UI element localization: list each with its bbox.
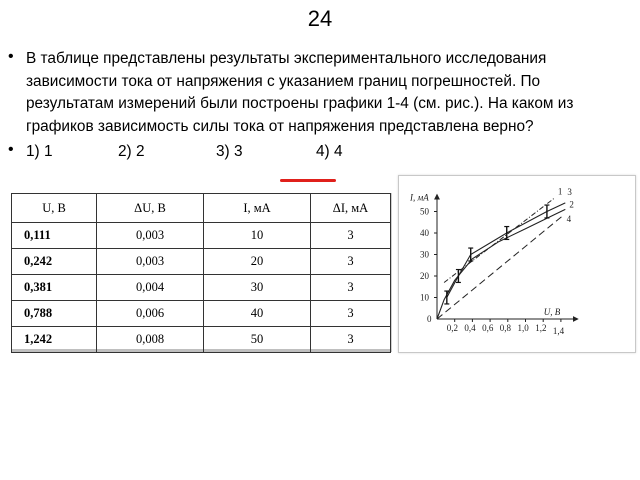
series-label-4: 4: [566, 213, 572, 224]
y-tick-label: 50: [420, 206, 429, 217]
cell-u: 0,242: [12, 249, 97, 275]
series-label-1: 1: [557, 186, 563, 197]
series-label-3: 3: [567, 186, 572, 197]
cell-u: 1,242: [12, 327, 97, 353]
cell-delta-i: 3: [311, 327, 391, 353]
cell-delta-i: 3: [311, 275, 391, 301]
cell-i: 50: [204, 327, 311, 353]
current-voltage-graph: [399, 176, 635, 352]
x-tick-label: 0,2: [446, 323, 458, 333]
x-tick-label: 0,4: [464, 323, 476, 333]
table-header-row: [12, 194, 391, 223]
bullet-list: [0, 48, 640, 163]
x-tick-label: 1,2: [535, 323, 547, 333]
answer-underline-mark: [280, 179, 336, 182]
table-row: [12, 327, 391, 353]
measurement-table-frame: [11, 193, 392, 352]
header-delta-i: ΔI, мА: [311, 194, 391, 223]
table-row: [12, 275, 391, 301]
y-tick-label: 10: [420, 292, 429, 303]
y-axis-label: I, мА: [410, 192, 429, 203]
cell-delta-i: 3: [311, 223, 391, 249]
cell-delta-i: 3: [311, 301, 391, 327]
answer-options: [26, 141, 640, 163]
table-row: [12, 301, 391, 327]
header-i: I, мА: [204, 194, 311, 223]
y-tick-label: 20: [420, 271, 429, 281]
cell-u: 0,381: [12, 275, 97, 301]
series-line-4: [437, 216, 563, 319]
cell-u: 0,788: [12, 301, 97, 327]
cell-i: 10: [204, 223, 311, 249]
header-delta-u: ΔU, В: [97, 194, 204, 223]
graph-panel: [398, 175, 636, 353]
x-axis-label: U, В: [543, 307, 561, 317]
cell-i: 20: [204, 249, 311, 275]
table-row: [12, 223, 391, 249]
cell-delta-u: 0,008: [97, 327, 204, 353]
answer-option-4[interactable]: 4) 4: [316, 143, 343, 160]
cell-delta-u: 0,003: [97, 223, 204, 249]
x-tick-label: 1,0: [517, 323, 529, 333]
cell-delta-u: 0,004: [97, 275, 204, 301]
answer-option-3[interactable]: 3) 3: [216, 143, 243, 160]
x-tick-label: 1,4: [552, 326, 565, 336]
cell-u: 0,111: [12, 223, 97, 249]
cell-i: 40: [204, 301, 311, 327]
x-tick-label: 0,6: [482, 323, 494, 333]
series-label-2: 2: [569, 199, 574, 210]
slide-number: 24: [307, 6, 333, 31]
answer-option-1[interactable]: • 1) 1: [26, 143, 53, 160]
header-u: U, В: [12, 194, 97, 223]
origin-label: 0: [427, 314, 432, 324]
y-tick-label: 30: [420, 249, 429, 260]
cell-i: 30: [204, 275, 311, 301]
cell-delta-u: 0,006: [97, 301, 204, 327]
question-bullet: [0, 48, 640, 138]
question-text: • В таблице представлены результаты экспериментального исследования зависимости тока от напряжения с указанием границ погрешностей. По результатам измерений были построены графики 1-4 (см. рис.). На каком из графиков зависимость силы тока от напряжения представлена верно?: [26, 50, 574, 135]
measurement-table: [11, 193, 391, 353]
answers-bullet: [0, 141, 640, 163]
x-tick-label: 0,8: [499, 323, 512, 333]
cell-delta-i: 3: [311, 249, 391, 275]
answer-option-2[interactable]: 2) 2: [118, 143, 145, 160]
table-row: [12, 249, 391, 275]
y-tick-label: 40: [420, 228, 429, 238]
cell-delta-u: 0,003: [97, 249, 204, 275]
